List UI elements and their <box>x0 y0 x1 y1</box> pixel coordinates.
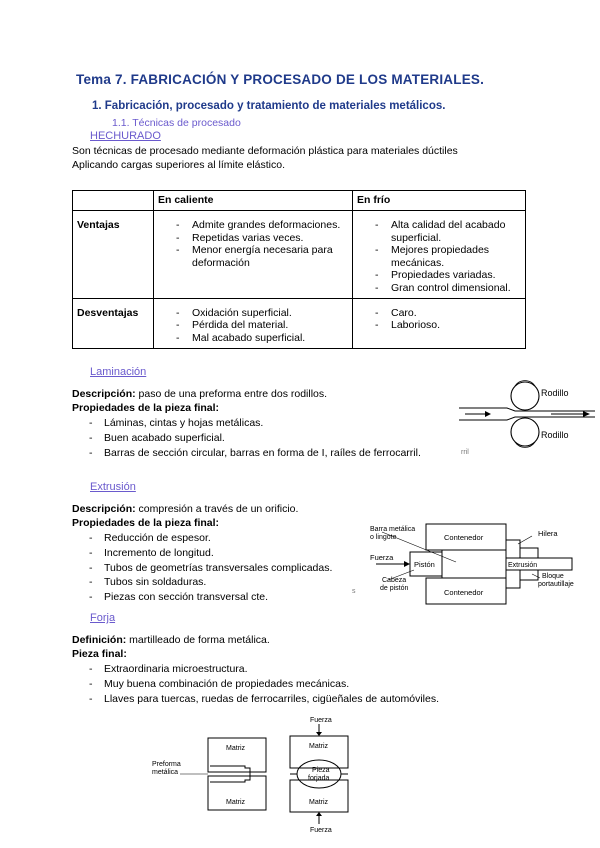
label-die-right-bottom: Matriz <box>309 799 329 806</box>
list-item: - Extraordinaria microestructura. <box>72 662 512 677</box>
tool-block-top <box>520 548 538 558</box>
laminacion-description <box>72 387 327 401</box>
list-item: - Muy buena combinación de propiedades mecánicas. <box>72 677 512 692</box>
force-arrowhead <box>404 561 410 567</box>
subsection-heading: 1.1. Técnicas de procesado <box>112 117 241 129</box>
upper-roller <box>511 382 539 410</box>
tool-block-bottom <box>520 570 538 580</box>
label-extrusion: Extrusión <box>508 562 538 569</box>
list-item: - Mejores propiedades mecánicas. <box>357 244 521 269</box>
label-barra-2: o lingote <box>370 534 397 541</box>
description-label: Descripción: <box>72 388 136 400</box>
laminacion-list <box>72 416 462 460</box>
list-item: - Tubos sin soldaduras. <box>72 575 362 590</box>
lower-roller <box>511 418 539 446</box>
page-title: Tema 7. FABRICACIÓN Y PROCESADO DE LOS MATERIALES. <box>76 72 485 87</box>
label-force: Fuerza <box>370 553 394 562</box>
definition-label: Definición: <box>72 634 127 646</box>
description-text: paso de una preforma entre dos rodillos. <box>135 388 328 400</box>
hechurado-line-1: Son técnicas de procesado mediante deformación plástica para materiales dúctiles <box>72 145 458 157</box>
list-item: - Alta calidad del acabado superficial. <box>357 219 521 244</box>
label-piece-2: forjada <box>308 775 330 782</box>
forja-piece-label: Pieza final: <box>72 648 127 660</box>
disadvantages-cold-cell <box>353 298 526 348</box>
comparison-table <box>72 190 526 349</box>
table-row <box>73 211 526 299</box>
label-piston: Pistón <box>414 560 435 569</box>
header-cold: En frío <box>353 191 526 211</box>
label-barra-1: Barra metálica <box>370 526 416 533</box>
label-container-top: Contenedor <box>444 533 484 542</box>
roller-label-bottom: Rodillo <box>541 430 569 440</box>
extrusion-description <box>72 502 298 516</box>
die-right-top <box>290 736 348 768</box>
list-item: - Admite grandes deformaciones. <box>158 219 348 232</box>
list-item: - Caro. <box>357 307 521 320</box>
advantages-cold-cell <box>353 211 526 299</box>
input-arrowhead <box>485 411 491 417</box>
forja-heading: Forja <box>90 612 116 624</box>
list-item: - Buen acabado superficial. <box>72 431 462 446</box>
extrusion-diagram <box>348 518 580 608</box>
cut-off-text: rril <box>461 449 469 456</box>
label-force-bottom: Fuerza <box>310 827 332 834</box>
description-label: Descripción: <box>72 503 136 515</box>
label-piece-1: Pieza <box>312 767 330 774</box>
preform-bar <box>210 766 250 782</box>
label-block-2: portautillaje <box>538 581 574 588</box>
label-preform-1: Preforma <box>152 761 181 768</box>
list-item: - Menor energía necesaria para deformación <box>158 244 348 269</box>
die-upper <box>506 540 520 558</box>
forged-piece <box>297 760 341 788</box>
output-arrowhead <box>583 411 590 417</box>
die-left-top <box>208 738 266 772</box>
list-item: - Llaves para tuercas, ruedas de ferrocarriles, cigüeñales de automóviles. <box>72 692 512 707</box>
die-right-bottom <box>290 780 348 812</box>
label-die-left-top: Matriz <box>226 745 246 752</box>
forja-definition <box>72 633 270 647</box>
section-heading: 1. Fabricación, procesado y tratamiento de materiales metálicos. <box>92 100 446 112</box>
list-item: - Laborioso. <box>357 319 521 332</box>
list-item: - Gran control dimensional. <box>357 282 521 295</box>
table-corner-cell <box>73 191 154 211</box>
list-item: - Propiedades variadas. <box>357 269 521 282</box>
row-label-advantages: Ventajas <box>73 211 154 299</box>
label-head-1: Cabeza <box>382 577 407 584</box>
row-label-disadvantages: Desventajas <box>73 298 154 348</box>
list-item: - Piezas con sección transversal cte. <box>72 590 362 605</box>
laminacion-heading: Laminación <box>90 366 147 378</box>
list-item: - Tubos de geometrías transversales complicadas. <box>72 561 362 576</box>
list-item: - Reducción de espesor. <box>72 531 362 546</box>
extrusion-heading: Extrusión <box>90 481 136 493</box>
forja-list <box>72 662 512 706</box>
extrusion-props-label: Propiedades de la pieza final: <box>72 517 220 529</box>
hechurado-heading: HECHURADO <box>90 130 161 142</box>
label-head-2: de pistón <box>380 585 409 592</box>
list-item: - Barras de sección circular, barras en forma de I, raíles de ferrocarril. <box>72 446 462 461</box>
header-hot: En caliente <box>154 191 353 211</box>
hechurado-line-2: Aplicando cargas superiores al límite elástico. <box>72 159 286 171</box>
list-item: - Repetidas varias veces. <box>158 232 348 245</box>
force-arrowhead-top <box>316 732 322 736</box>
label-preform-2: metálica <box>152 769 179 776</box>
laminacion-props-label: Propiedades de la pieza final: <box>72 402 220 414</box>
list-item: - Oxidación superficial. <box>158 307 348 320</box>
list-item: - Mal acabado superficial. <box>158 332 348 345</box>
cut-off-text: s <box>352 588 356 595</box>
force-arrowhead-bottom <box>316 812 322 816</box>
rolling-diagram <box>455 372 595 458</box>
label-force-top: Fuerza <box>310 717 332 724</box>
table-row <box>73 298 526 348</box>
forging-diagram <box>150 714 390 834</box>
definition-text: martilleado de forma metálica. <box>126 634 270 646</box>
leader-line <box>532 574 540 578</box>
disadvantages-hot-cell <box>154 298 353 348</box>
billet <box>442 550 506 578</box>
advantages-hot-cell <box>154 211 353 299</box>
die-lower <box>506 570 520 588</box>
list-item: - Láminas, cintas y hojas metálicas. <box>72 416 462 431</box>
label-container-bottom: Contenedor <box>444 588 484 597</box>
label-die-right-top: Matriz <box>309 743 329 750</box>
list-item: - Pérdida del material. <box>158 319 348 332</box>
roller-label-top: Rodillo <box>541 388 569 398</box>
list-item: - Incremento de longitud. <box>72 546 362 561</box>
description-text: compresión a través de un orificio. <box>135 503 299 515</box>
label-die: Hilera <box>538 529 558 538</box>
label-block-1: Bloque <box>542 573 564 580</box>
label-die-left-bottom: Matriz <box>226 799 246 806</box>
extrusion-list <box>72 531 362 605</box>
table-header-row <box>73 191 526 211</box>
